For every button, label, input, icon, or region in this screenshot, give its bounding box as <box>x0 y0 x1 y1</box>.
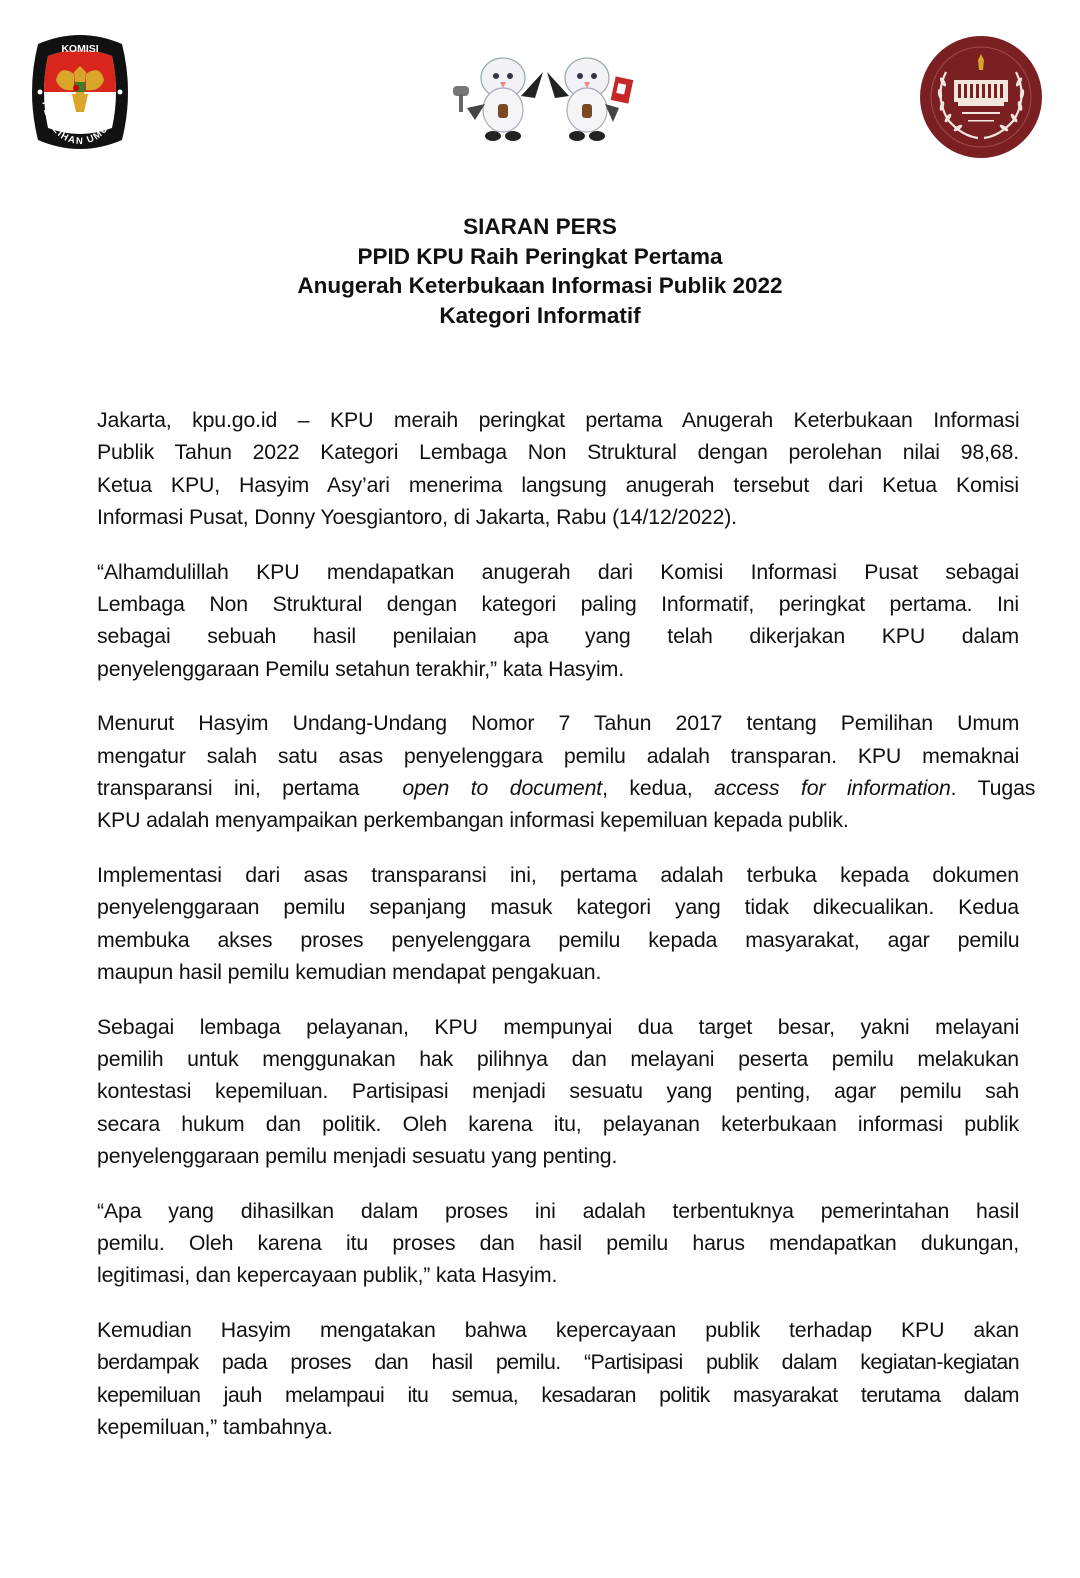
italic-open-to-document: open to document <box>402 776 603 801</box>
paragraph-line: pemilu. Oleh karena itu proses dan hasil pemilu harus mendapatkan dukungan, <box>97 1230 1019 1255</box>
text-segment: . Tugas <box>950 776 1036 801</box>
paragraph-transparency-law <box>97 707 1036 837</box>
title-siaran-pers: SIARAN PERS <box>463 214 617 239</box>
paragraph-line: Jakarta, kpu.go.id – KPU meraih peringkat pertama Anugerah Keterbukaan Informasi <box>97 408 1020 432</box>
paragraph-line: Implementasi dari asas transparansi ini, pertama adalah terbuka kepada dokumen <box>97 862 1019 887</box>
paragraph-line: membuka akses proses penyelenggara pemilu kepada masyarakat, agar pemilu <box>97 927 1020 952</box>
press-release-title <box>0 212 1080 330</box>
paragraph-intro <box>97 404 1019 534</box>
paragraph-line: Menurut Hasyim Undang-Undang Nomor 7 Tahun 2017 tentang Pemilihan Umum <box>97 711 1020 736</box>
seal-emblem-icon <box>918 34 1044 160</box>
paragraph-line: maupun hasil pemilu kemudian mendapat pengakuan. <box>97 960 602 985</box>
paragraph-line: Sebagai lembaga pelayanan, KPU mempunyai dua target besar, yakni melayani <box>97 1014 1020 1039</box>
paragraph-line: sebagai sebuah hasil penilaian apa yang telah dikerjakan KPU dalam <box>97 624 1019 649</box>
title-headline: PPID KPU Raih Peringkat Pertama <box>357 243 723 269</box>
paragraph-line: Lembaga Non Struktural dengan kategori paling Informatif, peringkat pertama. Ini <box>97 592 1019 617</box>
paragraph-line: kontestasi kepemiluan. Partisipasi menjadi sesuatu yang penting, agar pemilu sah <box>97 1079 1020 1104</box>
text-segment: , kedua, <box>602 776 715 801</box>
paragraph-line: mengatur salah satu asas penyelenggara pemilu adalah transparan. KPU memaknai <box>97 743 1020 768</box>
kpu-logo-bottom-text: PEMILIHAN UMUM <box>39 100 116 148</box>
paragraph-quote-alhamdulillah <box>97 556 1019 686</box>
paragraph-line: “Alhamdulillah KPU mendapatkan anugerah dari Komisi Informasi Pusat sebagai <box>97 559 1019 584</box>
paragraph-line: berdampak pada proses dan hasil pemilu. “Partisipasi publik dalam kegiatan-kegiatan <box>97 1350 1019 1375</box>
paragraph-line: legitimasi, dan kepercayaan publik,” kata Hasyim. <box>97 1263 558 1288</box>
italic-access-for-information: access for information <box>714 776 951 801</box>
paragraph-line: Ketua KPU, Hasyim Asy’ari menerima langsung anugerah tersebut dari Ketua Komisi <box>97 472 1019 497</box>
pemilu-mascot-icon <box>445 48 645 144</box>
paragraph-line-mixed <box>97 772 1036 804</box>
paragraph-implementation <box>97 859 1019 989</box>
paragraph-quote-result <box>97 1195 1019 1292</box>
kpu-emblem-icon <box>26 30 134 154</box>
paragraph-line: kepemiluan,” tambahnya. <box>97 1414 333 1439</box>
title-category: Kategori Informatif <box>439 302 641 328</box>
paragraph-line: KPU adalah menyampaikan perkembangan informasi kepemiluan kepada publik. <box>97 808 849 833</box>
paragraph-public-trust <box>97 1314 1019 1444</box>
paragraph-line: secara hukum dan politik. Oleh karena itu, pelayanan keterbukaan informasi publik <box>97 1111 1019 1136</box>
paragraph-line: penyelenggaraan Pemilu setahun terakhir,” kata Hasyim. <box>97 656 624 681</box>
paragraph-line: Kemudian Hasyim mengatakan bahwa kepercayaan publik terhadap KPU akan <box>97 1317 1019 1342</box>
paragraph-service-targets <box>97 1011 1019 1173</box>
kpu-logo-top-text: KOMISI <box>61 43 99 55</box>
paragraph-line: penyelenggaraan pemilu menjadi sesuatu yang penting. <box>97 1144 618 1169</box>
press-release-body <box>97 404 1036 1465</box>
title-award-name: Anugerah Keterbukaan Informasi Publik 2022 <box>297 273 783 298</box>
paragraph-line: Informasi Pusat, Donny Yoesgiantoro, di Jakarta, Rabu (14/12/2022). <box>97 505 737 530</box>
paragraph-line: penyelenggaraan pemilu sepanjang masuk kategori yang tidak dikecualikan. Kedua <box>97 895 1019 920</box>
text-segment: transparansi ini, pertama <box>97 776 403 801</box>
paragraph-line: “Apa yang dihasilkan dalam proses ini adalah terbentuknya pemerintahan hasil <box>97 1198 1020 1223</box>
paragraph-line: kepemiluan jauh melampaui itu semua, kesadaran politik masyarakat terutama dalam <box>97 1382 1019 1407</box>
paragraph-line: pemilih untuk menggunakan hak pilihnya dan melayani peserta pemilu melakukan <box>97 1046 1019 1071</box>
paragraph-line: Publik Tahun 2022 Kategori Lembaga Non Struktural dengan perolehan nilai 98,68. <box>97 440 1019 465</box>
